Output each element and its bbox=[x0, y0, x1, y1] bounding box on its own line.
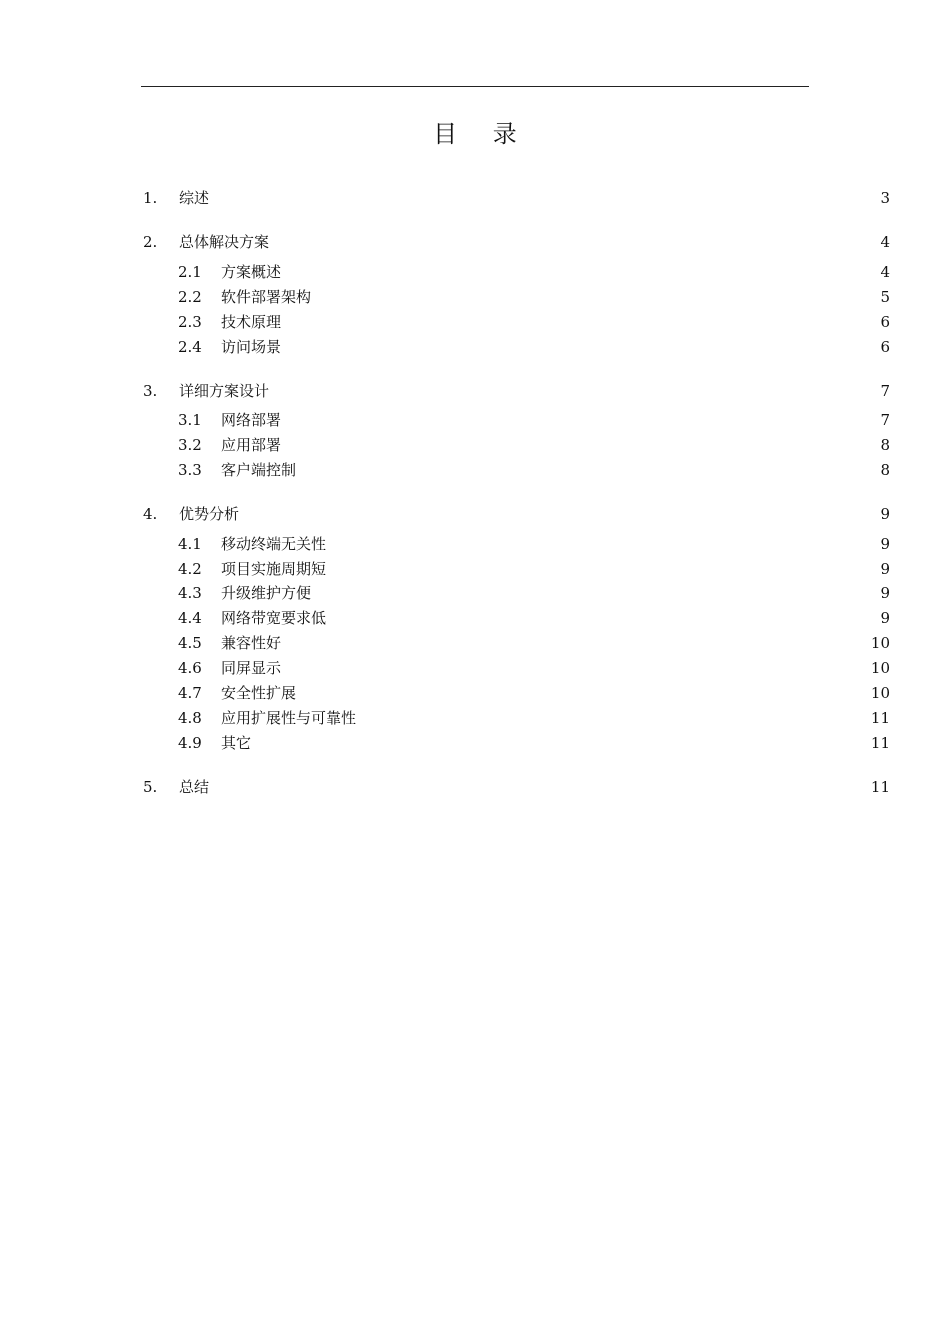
toc-entry[interactable] bbox=[0, 336, 950, 358]
toc-entry-page: 10 bbox=[870, 634, 890, 652]
toc-entry-label: 移动终端无关性 bbox=[221, 535, 327, 553]
toc-entry[interactable] bbox=[0, 558, 950, 580]
page-title: 目 录 bbox=[433, 120, 531, 148]
toc-entry-number: 5. bbox=[143, 778, 158, 796]
toc-entry-number: 4.2 bbox=[178, 560, 202, 578]
toc-entry-page: 11 bbox=[870, 734, 890, 752]
toc-entry[interactable] bbox=[0, 582, 950, 604]
toc-entry-label: 总体解决方案 bbox=[179, 233, 270, 251]
toc-entry-label: 综述 bbox=[179, 189, 210, 207]
toc-entry-number: 4.1 bbox=[178, 535, 202, 553]
toc-entry-label: 总结 bbox=[179, 778, 210, 796]
toc-entry-number: 3.2 bbox=[178, 436, 202, 454]
toc-entry-page: 9 bbox=[880, 609, 890, 627]
toc-entry-page: 6 bbox=[880, 313, 890, 331]
toc-entry[interactable] bbox=[0, 261, 950, 283]
toc-entry-number: 4. bbox=[143, 505, 158, 523]
toc-entry-number: 3.3 bbox=[178, 461, 202, 479]
toc-entry-page: 9 bbox=[880, 505, 890, 523]
toc-entry-label: 应用部署 bbox=[221, 436, 282, 454]
toc-entry-label: 访问场景 bbox=[221, 338, 282, 356]
toc-entry-label: 技术原理 bbox=[221, 313, 282, 331]
toc-entry-page: 11 bbox=[870, 709, 890, 727]
toc-entry-page: 4 bbox=[880, 263, 890, 281]
toc-entry-number: 3. bbox=[143, 382, 158, 400]
toc-entry-page: 6 bbox=[880, 338, 890, 356]
toc-entry-label: 软件部署架构 bbox=[221, 288, 312, 306]
toc-entry[interactable] bbox=[0, 311, 950, 333]
toc-entry-page: 5 bbox=[880, 288, 890, 306]
toc-entry-number: 4.9 bbox=[178, 734, 202, 752]
toc-entry[interactable] bbox=[0, 231, 950, 253]
toc-entry-label: 网络部署 bbox=[221, 411, 282, 429]
toc-entry-page: 7 bbox=[880, 382, 890, 400]
toc-entry-label: 同屏显示 bbox=[221, 659, 282, 677]
toc-entry-number: 2.4 bbox=[178, 338, 202, 356]
toc-entry-number: 3.1 bbox=[178, 411, 202, 429]
toc-entry[interactable] bbox=[0, 286, 950, 308]
toc-entry-page: 10 bbox=[870, 684, 890, 702]
toc-entry-label: 安全性扩展 bbox=[221, 684, 297, 702]
toc-entry[interactable] bbox=[0, 459, 950, 481]
toc-entry[interactable] bbox=[0, 607, 950, 629]
toc-entry-page: 10 bbox=[870, 659, 890, 677]
toc-entry-label: 优势分析 bbox=[179, 505, 240, 523]
toc-entry-page: 9 bbox=[880, 560, 890, 578]
toc-entry-label: 应用扩展性与可靠性 bbox=[221, 709, 357, 727]
toc-entry[interactable] bbox=[0, 503, 950, 525]
toc-entry-page: 7 bbox=[880, 411, 890, 429]
toc-entry[interactable] bbox=[0, 657, 950, 679]
toc-entry-number: 4.6 bbox=[178, 659, 202, 677]
toc-entry-label: 项目实施周期短 bbox=[221, 560, 327, 578]
toc-entry[interactable] bbox=[0, 707, 950, 729]
toc-entry[interactable] bbox=[0, 409, 950, 431]
toc-entry-page: 11 bbox=[870, 778, 890, 796]
toc-entry-page: 9 bbox=[880, 535, 890, 553]
toc-entry-number: 2.2 bbox=[178, 288, 202, 306]
toc-entry-label: 详细方案设计 bbox=[179, 382, 270, 400]
toc-entry[interactable] bbox=[0, 380, 950, 402]
toc-entry[interactable] bbox=[0, 533, 950, 555]
toc-entry-page: 9 bbox=[880, 584, 890, 602]
toc-entry[interactable] bbox=[0, 682, 950, 704]
toc-entry-label: 其它 bbox=[221, 734, 252, 752]
toc-entry-label: 升级维护方便 bbox=[221, 584, 312, 602]
toc-entry-page: 8 bbox=[880, 461, 890, 479]
toc-entry[interactable] bbox=[0, 776, 950, 798]
toc-entry-number: 2. bbox=[143, 233, 158, 251]
toc-entry-page: 8 bbox=[880, 436, 890, 454]
toc-entry-number: 4.5 bbox=[178, 634, 202, 652]
toc-entry-label: 兼容性好 bbox=[221, 634, 282, 652]
toc-entry[interactable] bbox=[0, 732, 950, 754]
toc-entry-number: 4.3 bbox=[178, 584, 202, 602]
toc-entry[interactable] bbox=[0, 187, 950, 209]
toc-entry-number: 4.4 bbox=[178, 609, 202, 627]
toc-entry-page: 4 bbox=[880, 233, 890, 251]
toc-entry-label: 网络带宽要求低 bbox=[221, 609, 327, 627]
toc-entry-number: 2.3 bbox=[178, 313, 202, 331]
toc-entry-label: 方案概述 bbox=[221, 263, 282, 281]
toc-entry-number: 2.1 bbox=[178, 263, 202, 281]
toc-entry-number: 4.8 bbox=[178, 709, 202, 727]
toc-entry-page: 3 bbox=[880, 189, 890, 207]
toc-entry[interactable] bbox=[0, 632, 950, 654]
toc-entry-number: 4.7 bbox=[178, 684, 202, 702]
toc-entry-label: 客户端控制 bbox=[221, 461, 297, 479]
toc-entry-number: 1. bbox=[143, 189, 158, 207]
toc-entry[interactable] bbox=[0, 434, 950, 456]
